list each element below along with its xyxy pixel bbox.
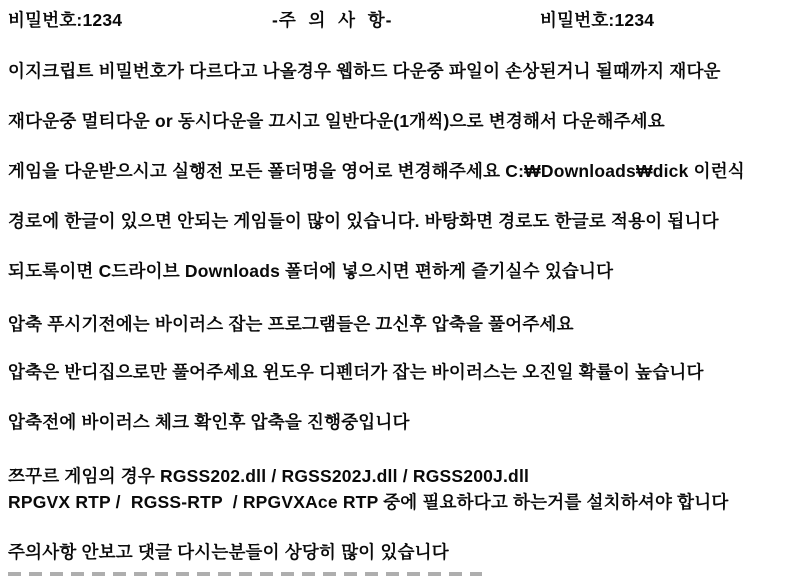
notice-line: RPGVX RTP / RGSS-RTP / RPGVXAce RTP 중에 필요하다고 하는거를 설치하셔야 합니다 xyxy=(8,492,729,512)
notice-line: 게임을 다운받으시고 실행전 모든 폴더명을 영어로 변경해주세요 C:₩Downloads₩dick 이런식 xyxy=(8,161,745,181)
notice-line: 압축전에 바이러스 체크 확인후 압축을 진행중입니다 xyxy=(8,412,410,432)
notice-line: 압축 푸시기전에는 바이러스 잡는 프로그램들은 끄신후 압축을 풀어주세요 xyxy=(8,314,574,334)
cropped-next-line xyxy=(8,572,482,576)
notice-line: 쯔꾸르 게임의 경우 RGSS202.dll / RGSS202J.dll / RGSS200J.dll xyxy=(8,466,530,486)
password-label-left: 비밀번호:1234 xyxy=(8,10,123,30)
notice-line: 경로에 한글이 있으면 안되는 게임들이 많이 있습니다. 바탕화면 경로도 한글로 적용이 됩니다 xyxy=(8,211,719,231)
notice-line: 되도록이면 C드라이브 Downloads 폴더에 넣으시면 편하게 즐기실수 있습니다 xyxy=(8,261,614,281)
notice-line: 이지크립트 비밀번호가 다르다고 나올경우 웹하드 다운중 파일이 손상된거니 될때까지 재다운 xyxy=(8,61,721,81)
notice-line: 재다운중 멀티다운 or 동시다운을 끄시고 일반다운(1개씩)으로 변경해서 다운해주세요 xyxy=(8,111,665,131)
password-label-right: 비밀번호:1234 xyxy=(540,10,655,30)
notice-line: 압축은 반디집으로만 풀어주세요 윈도우 디펜더가 잡는 바이러스는 오진일 확률이 높습니다 xyxy=(8,362,704,382)
notice-title: -주 의 사 항- xyxy=(272,10,393,30)
notice-line: 주의사항 안보고 댓글 다시는분들이 상당히 많이 있습니다 xyxy=(8,542,449,562)
